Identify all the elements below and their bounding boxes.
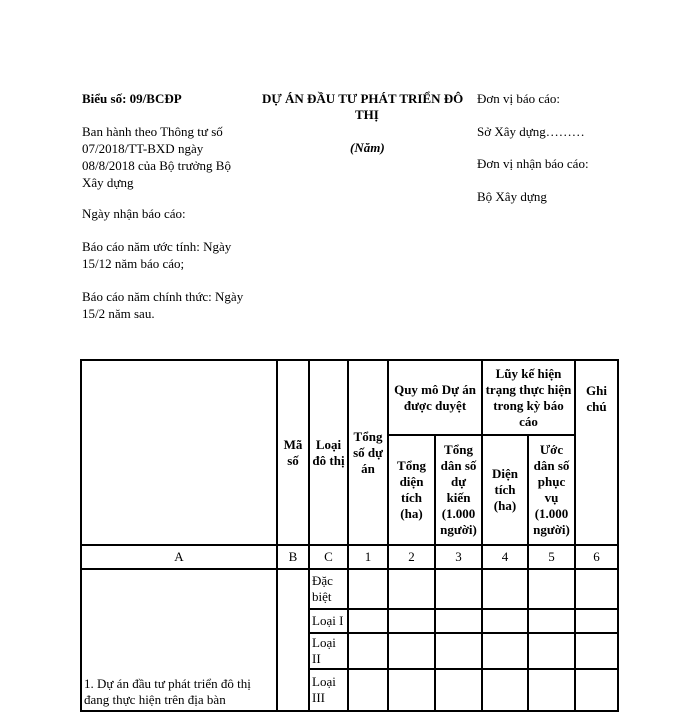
column-label: 1 <box>348 545 388 569</box>
data-cell[interactable] <box>528 569 575 609</box>
estimate-line: 15/12 năm báo cáo; <box>82 256 185 271</box>
data-cell[interactable] <box>348 569 388 609</box>
header-ma-so: Mã số <box>277 360 309 545</box>
header-tong-so-du-an: Tổng số dự án <box>348 360 388 545</box>
report-table <box>80 359 619 712</box>
estimate-report-note <box>82 238 272 272</box>
document-subtitle: (Năm) <box>350 140 385 155</box>
urban-type-cell: Đặc biệt <box>309 569 348 609</box>
issued-line: Xây dựng <box>82 175 134 190</box>
receiving-unit-value: Bộ Xây dựng <box>477 189 547 204</box>
data-cell[interactable] <box>575 609 618 633</box>
document-title-line1: DỰ ÁN ĐẦU TƯ PHÁT TRIỂN ĐÔ <box>262 91 464 106</box>
data-cell[interactable] <box>435 669 482 711</box>
header-luy-ke: Lũy kế hiện trạng thực hiện trong kỳ báo cáo <box>482 360 575 435</box>
urban-type-cell: Loại II <box>309 633 348 669</box>
header-tong-dien-tich: Tổng diện tích (ha) <box>388 435 435 545</box>
data-cell[interactable] <box>348 633 388 669</box>
data-cell[interactable] <box>482 633 528 669</box>
data-cell[interactable] <box>482 609 528 633</box>
section-label-cell: 1. Dự án đầu tư phát triển đô thị đang thực hiện trên địa bàn <box>81 569 277 711</box>
data-cell[interactable] <box>482 669 528 711</box>
data-cell[interactable] <box>348 609 388 633</box>
header-loai-do-thi: Loại đô thị <box>309 360 348 545</box>
receiving-unit-label: Đơn vị nhận báo cáo: <box>477 156 589 171</box>
data-cell[interactable] <box>575 569 618 609</box>
data-cell[interactable] <box>348 669 388 711</box>
official-report-note <box>82 288 272 322</box>
issued-line: 07/2018/TT-BXD ngày <box>82 141 204 156</box>
data-cell[interactable] <box>435 609 482 633</box>
header-tong-dan-so: Tổng dân số dự kiến (1.000 người) <box>435 435 482 545</box>
reporting-unit-value: Sở Xây dựng……… <box>477 124 585 139</box>
header-uoc-dan-so: Ước dân số phục vụ (1.000 người) <box>528 435 575 545</box>
data-cell[interactable] <box>435 633 482 669</box>
column-label: A <box>81 545 277 569</box>
data-cell[interactable] <box>388 633 435 669</box>
data-cell[interactable] <box>435 569 482 609</box>
column-label-row <box>81 545 618 569</box>
urban-type-cell: Loại III <box>309 669 348 711</box>
table-row <box>81 569 618 609</box>
column-label: 6 <box>575 545 618 569</box>
column-label: C <box>309 545 348 569</box>
urban-type-cell: Loại I <box>309 609 348 633</box>
reporting-unit-label: Đơn vị báo cáo: <box>477 91 561 106</box>
issued-by-text <box>82 123 262 191</box>
header-dien-tich: Diện tích (ha) <box>482 435 528 545</box>
data-cell[interactable] <box>528 609 575 633</box>
form-code: Biểu số: 09/BCĐP <box>82 91 182 106</box>
official-line: Báo cáo năm chính thức: Ngày <box>82 289 244 304</box>
header-quy-mo: Quy mô Dự án được duyệt <box>388 360 482 435</box>
issued-line: 08/8/2018 của Bộ trưởng Bộ <box>82 158 231 173</box>
header-cell-name <box>81 360 277 545</box>
header-ghi-chu: Ghi chú <box>575 360 618 545</box>
data-cell[interactable] <box>528 633 575 669</box>
official-line: 15/2 năm sau. <box>82 306 155 321</box>
document-title-line2: THỊ <box>355 107 379 122</box>
column-label: 4 <box>482 545 528 569</box>
data-cell[interactable] <box>388 569 435 609</box>
column-label: 2 <box>388 545 435 569</box>
issued-line: Ban hành theo Thông tư số <box>82 124 223 139</box>
data-cell[interactable] <box>388 669 435 711</box>
column-label: B <box>277 545 309 569</box>
received-date-label: Ngày nhận báo cáo: <box>82 206 186 221</box>
header-row-1 <box>81 360 618 435</box>
data-cell[interactable] <box>575 633 618 669</box>
ma-so-cell <box>277 569 309 711</box>
data-cell[interactable] <box>482 569 528 609</box>
data-cell[interactable] <box>575 669 618 711</box>
estimate-line: Báo cáo năm ước tính: Ngày <box>82 239 232 254</box>
column-label: 3 <box>435 545 482 569</box>
data-cell[interactable] <box>388 609 435 633</box>
data-cell[interactable] <box>528 669 575 711</box>
column-label: 5 <box>528 545 575 569</box>
